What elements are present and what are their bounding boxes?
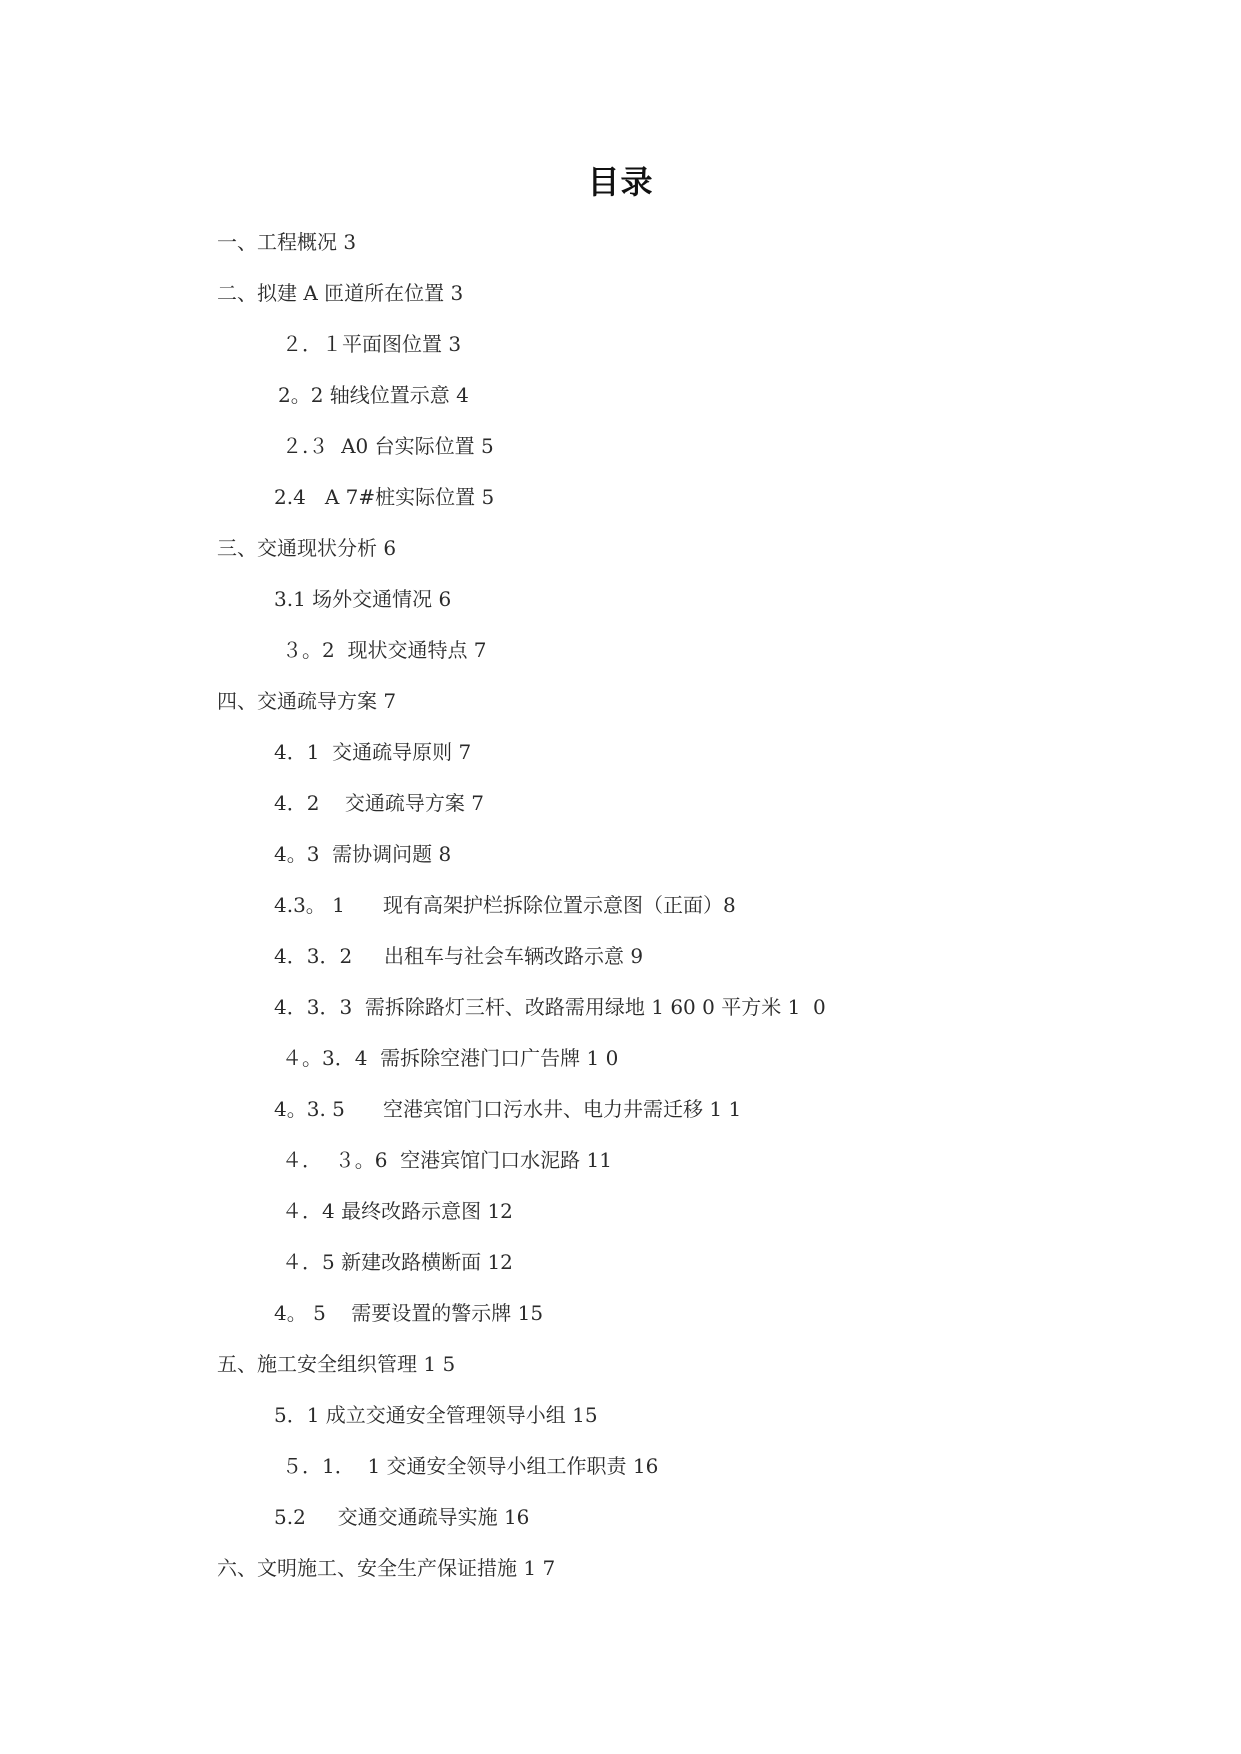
toc-entry-4-3-2[interactable]: 4．3．2 出租车与社会车辆改路示意 9 [274,944,644,968]
toc-entry-4-3-1[interactable]: 4.3。 1 现有高架护栏拆除位置示意图（正面）8 [274,893,736,917]
toc-entry-4-4[interactable]: ４．4 最终改路示意图 12 [282,1199,513,1223]
toc-entry-4-3-3[interactable]: 4．3．3 需拆除路灯三杆、改路需用绿地 1 60 0 平方米 1 0 [274,995,826,1019]
toc-entry-2[interactable]: 二、拟建 A 匝道所在位置 3 [217,281,464,305]
toc-entry-2-2[interactable]: 2。2 轴线位置示意 4 [278,383,469,407]
toc-entry-4[interactable]: 四、交通疏导方案 7 [217,689,397,713]
toc-entry-5-1-1[interactable]: ５．1． 1 交通安全领导小组工作职责 16 [282,1454,659,1478]
toc-entry-2-1[interactable]: ２．１平面图位置 3 [282,332,462,356]
toc-entry-4-1[interactable]: 4．1 交通疏导原则 7 [274,740,472,764]
toc-entry-1[interactable]: 一、工程概况 3 [217,230,357,254]
toc-entry-5-2[interactable]: 5.2 交通交通疏导实施 16 [274,1505,530,1529]
toc-entry-4-3-5[interactable]: 4。3. 5 空港宾馆门口污水井、电力井需迁移 1 1 [274,1097,742,1121]
toc-entry-3-2[interactable]: ３。2 现状交通特点 7 [282,638,487,662]
toc-entry-4-3-6[interactable]: ４． ３。6 空港宾馆门口水泥路 11 [282,1148,612,1172]
toc-entry-6[interactable]: 六、文明施工、安全生产保证措施 1 7 [217,1556,556,1580]
page-title: 目录 [587,163,654,201]
toc-entry-4-5[interactable]: ４．5 新建改路横断面 12 [282,1250,513,1274]
toc-entry-3[interactable]: 三、交通现状分析 6 [217,536,397,560]
toc-entry-5[interactable]: 五、施工安全组织管理 1 5 [217,1352,456,1376]
toc-entry-4-3[interactable]: 4。3 需协调问题 8 [274,842,452,866]
toc-entry-4-3-4[interactable]: ４。3．4 需拆除空港门口广告牌 1 0 [282,1046,619,1070]
toc-entry-4-5b[interactable]: 4。 5 需要设置的警示牌 15 [274,1301,544,1325]
toc-entry-5-1[interactable]: 5．1 成立交通安全管理领导小组 15 [274,1403,598,1427]
toc-entry-2-4[interactable]: 2.4 A 7#桩实际位置 5 [274,485,495,509]
toc-entry-4-2[interactable]: 4．2 交通疏导方案 7 [274,791,484,815]
table-of-contents [0,222,1241,1599]
toc-entry-3-1[interactable]: 3.1 场外交通情况 6 [274,587,452,611]
toc-entry-2-3[interactable]: ２.３ A0 台实际位置 5 [282,434,494,458]
